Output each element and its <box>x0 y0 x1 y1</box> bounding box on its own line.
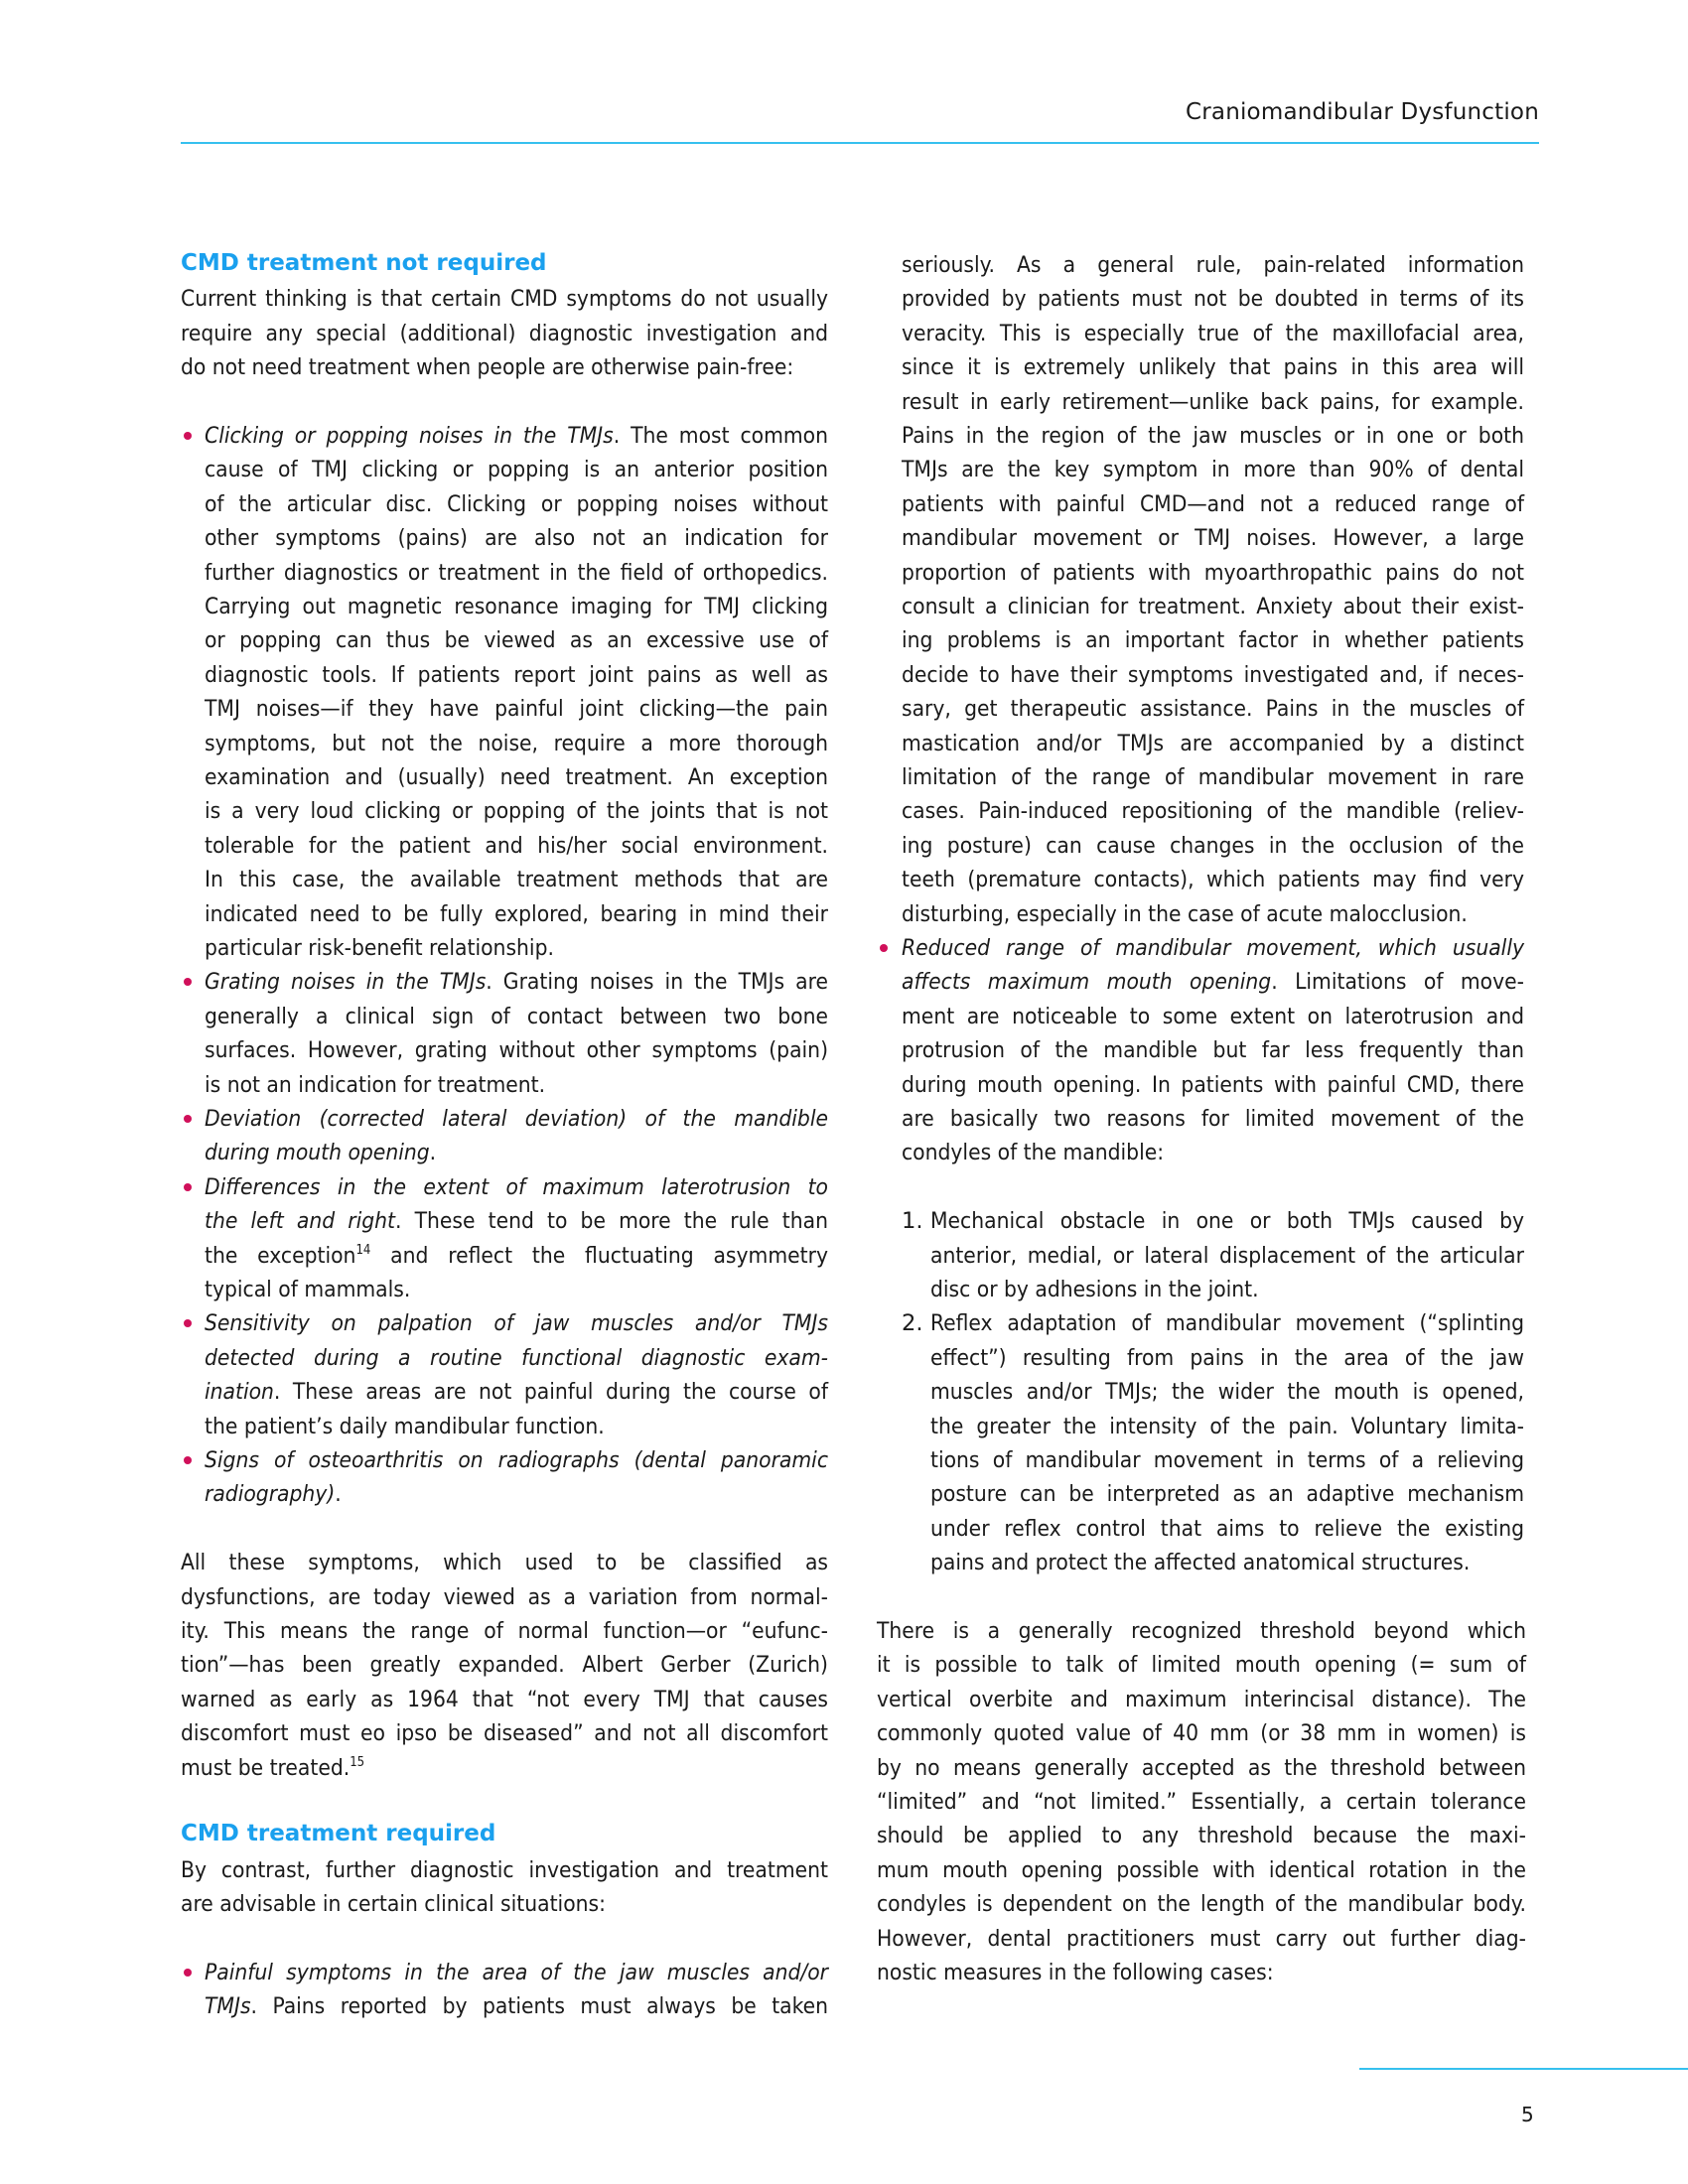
bullet-line <box>205 1991 828 2021</box>
summary-line <box>181 1582 828 1612</box>
bullet-line <box>205 1308 828 1338</box>
summary-line <box>181 1650 828 1680</box>
text-run: must be treated. <box>181 1754 351 1781</box>
text-run: Carrying out magnetic resonance imaging for TMJ clicking <box>205 594 828 619</box>
bullet-line <box>205 694 828 724</box>
italic-term: TMJs <box>205 1993 251 2020</box>
bullet-continuation-line <box>902 625 1524 655</box>
text-run: patients with painful CMD—and not a reduced range of <box>902 490 1524 517</box>
bullet-line <box>205 1479 828 1509</box>
text-run: should be applied to any threshold because the maxi- <box>877 1823 1526 1849</box>
numbered-item-line <box>930 1308 1524 1338</box>
bullet-continuation-line <box>902 729 1524 758</box>
text-run: provided by patients must not be doubted in terms of its <box>902 286 1524 313</box>
text-run: . These tend to be more the rule than <box>395 1208 828 1235</box>
summary-line <box>181 1718 828 1748</box>
bullet-line <box>205 1104 828 1134</box>
closing-paragraph-line <box>877 1685 1526 1714</box>
bullet-line <box>205 1958 828 1987</box>
text-run: ment are noticeable to some extent on laterotrusion and <box>902 1003 1524 1029</box>
bullet-line <box>205 1002 828 1031</box>
italic-term: Deviation (corrected lateral deviation) of the mandible <box>205 1106 828 1132</box>
header-rule <box>181 142 1539 144</box>
intro-line: are advisable in certain clinical situations: <box>181 1891 606 1918</box>
bullet-line <box>205 489 828 519</box>
text-run: discomfort must eo ipso be diseased” and not all discomfort <box>181 1720 828 1747</box>
text-run: sary, get therapeutic assistance. Pains in the muscles of <box>902 696 1524 723</box>
text-run: . Grating noises in the TMJs are <box>486 969 828 996</box>
text-run: . Limitations of move- <box>1271 969 1524 996</box>
bullet-continuation-line <box>902 899 1524 929</box>
text-run: warned as early as 1964 that “not every TMJ that causes <box>181 1686 828 1712</box>
text-run: muscles and/or TMJs; the wider the mouth is opened, <box>930 1379 1524 1406</box>
bullet-continuation-line <box>902 455 1524 484</box>
text-run: There is a generally recognized threshold beyond which <box>877 1618 1526 1644</box>
text-run: mastication and/or TMJs are accompanied by a distinct <box>902 730 1524 756</box>
text-run: . <box>335 1481 342 1508</box>
text-run: disc or by adhesions in the joint. <box>930 1277 1259 1302</box>
bullet-continuation-line <box>902 831 1524 861</box>
italic-term: Grating noises in the TMJs <box>205 969 487 996</box>
bullet-continuation-line <box>902 523 1524 553</box>
text-run: . The most common <box>613 423 829 449</box>
bullet-continuation-line <box>902 592 1524 621</box>
intro-line: do not need treatment when people are otherwise pain-free: <box>181 354 794 381</box>
text-run: particular risk-benefit relationship. <box>205 935 554 961</box>
running-head: Craniomandibular Dysfunction <box>1185 99 1539 125</box>
bullet-line <box>205 933 828 963</box>
footer-rule <box>1359 2068 1688 2070</box>
text-run: or popping can thus be viewed as an excessive use of <box>205 627 828 654</box>
text-run: disturbing, especially in the case of acute malocclusion. <box>902 900 1468 927</box>
text-run: since it is extremely unlikely that pains in this area will <box>902 354 1524 381</box>
text-run: further diagnostics or treatment in the field of orthopedics. <box>205 559 828 586</box>
bullet-continuation-line <box>902 319 1524 348</box>
text-run: “limited” and “not limited.” Essentially, a certain tolerance <box>877 1789 1526 1815</box>
bullet-line <box>205 1206 828 1236</box>
bullet-line <box>205 421 828 451</box>
italic-term: Clicking or popping noises in the TMJs <box>205 423 614 449</box>
bullet-icon <box>184 1456 192 1464</box>
italic-term: the left and right <box>205 1208 396 1235</box>
closing-paragraph-line <box>877 1958 1526 1987</box>
closing-paragraph-line <box>877 1718 1526 1748</box>
footnote-reference[interactable]: 14 <box>355 1242 371 1258</box>
bullet-line <box>205 762 828 792</box>
footnote-reference[interactable]: 15 <box>350 1754 365 1770</box>
text-run: Reflex adaptation of mandibular movement (“splinting <box>930 1310 1524 1337</box>
text-run: tions of mandibular movement in terms of a relieving <box>930 1447 1524 1473</box>
bullet-line <box>205 967 828 997</box>
italic-term: Reduced range of mandibular movement, which usually <box>902 935 1524 961</box>
bullet-line <box>205 1138 828 1167</box>
bullet-icon <box>184 1319 192 1327</box>
numbered-item-line <box>930 1479 1524 1509</box>
bullet-line <box>205 1241 828 1271</box>
numbered-item-line <box>930 1206 1524 1236</box>
bullet-continuation-line <box>902 796 1524 826</box>
text-run: . Pains reported by patients must always be taken <box>250 1993 828 2020</box>
bullet-line <box>205 1343 828 1373</box>
bullet-line <box>902 1104 1524 1134</box>
bullet-icon <box>184 432 192 440</box>
bullet-line <box>205 455 828 484</box>
text-run: proportion of patients with myoarthropathic pains do not <box>902 559 1524 586</box>
text-run: the greater the intensity of the pain. Voluntary limita- <box>930 1413 1524 1439</box>
bullet-continuation-line <box>902 558 1524 588</box>
bullet-line <box>902 1002 1524 1031</box>
section-heading-required: CMD treatment required <box>181 1821 496 1847</box>
bullet-line <box>205 625 828 655</box>
text-run: condyles is dependent on the length of the mandibular body. <box>877 1891 1526 1918</box>
closing-paragraph-line <box>877 1616 1526 1646</box>
bullet-continuation-line <box>902 352 1524 382</box>
summary-line <box>181 1685 828 1714</box>
italic-term: ination <box>205 1379 274 1406</box>
bullet-continuation-line <box>902 660 1524 690</box>
numbered-item-line <box>930 1548 1524 1577</box>
bullet-icon <box>184 1183 192 1191</box>
bullet-line <box>205 660 828 690</box>
bullet-continuation-line <box>902 250 1524 280</box>
text-run: tion”—has been greatly expanded. Albert Gerber (Zurich) <box>181 1652 828 1679</box>
bullet-line <box>205 1172 828 1202</box>
closing-paragraph-line <box>877 1821 1526 1850</box>
bullet-line <box>205 899 828 929</box>
text-run: mandibular movement or TMJ noises. However, a large <box>902 525 1524 552</box>
italic-term: affects maximum mouth opening <box>902 969 1272 996</box>
italic-term: Painful symptoms in the area of the jaw muscles and/or <box>205 1960 828 1985</box>
text-run: condyles of the mandible: <box>902 1140 1165 1166</box>
text-run: veracity. This is especially true of the maxillofacial area, <box>902 320 1524 346</box>
numbered-item-label: 2. <box>902 1310 923 1337</box>
closing-paragraph-line <box>877 1753 1526 1783</box>
italic-term: detected during a routine functional diagnostic exam- <box>205 1344 828 1371</box>
text-run: anterior, medial, or lateral displacement of the articular <box>930 1242 1524 1269</box>
text-run: consult a clinician for treatment. Anxiety about their exist- <box>902 594 1524 619</box>
summary-line <box>181 1548 828 1577</box>
text-run: seriously. As a general rule, pain-related information <box>902 252 1524 278</box>
text-run: surfaces. However, grating without other symptoms (pain) <box>205 1037 828 1064</box>
intro-line: Current thinking is that certain CMD symptoms do not usually <box>181 286 828 313</box>
text-run: are basically two reasons for limited movement of the <box>902 1106 1524 1132</box>
text-run: the exception <box>205 1242 356 1269</box>
bullet-continuation-line <box>902 762 1524 792</box>
bullet-icon <box>880 944 888 952</box>
bullet-line <box>205 558 828 588</box>
bullet-icon <box>184 1115 192 1123</box>
bullet-icon <box>184 978 192 986</box>
text-run: Pains in the region of the jaw muscles or in one or both <box>902 423 1524 449</box>
italic-term: Differences in the extent of maximum laterotrusion to <box>205 1173 828 1200</box>
text-run: other symptoms (pains) are also not an indication for <box>205 525 828 552</box>
text-run: of the articular disc. Clicking or popping noises without <box>205 490 828 517</box>
numbered-item-line <box>930 1275 1524 1304</box>
text-run: protrusion of the mandible but far less frequently than <box>902 1037 1524 1064</box>
intro-line: By contrast, further diagnostic investigation and treatment <box>181 1856 828 1883</box>
bullet-line <box>205 1377 828 1407</box>
closing-paragraph-line <box>877 1855 1526 1885</box>
text-run: commonly quoted value of 40 mm (or 38 mm in women) is <box>877 1720 1526 1747</box>
text-run: decide to have their symptoms investigated and, if neces- <box>902 661 1524 688</box>
text-run: it is possible to talk of limited mouth opening (= sum of <box>877 1652 1526 1679</box>
closing-paragraph-line <box>877 1924 1526 1954</box>
text-run: effect”) resulting from pains in the area of the jaw <box>930 1344 1524 1371</box>
page-number: 5 <box>1521 2103 1534 2126</box>
text-run: typical of mammals. <box>205 1277 411 1302</box>
text-run: pains and protect the affected anatomical structures. <box>930 1550 1471 1576</box>
text-run: cases. Pain-induced repositioning of the mandible (reliev- <box>902 798 1524 825</box>
bullet-line <box>205 865 828 894</box>
text-run: mum mouth opening possible with identical rotation in the <box>877 1856 1526 1883</box>
text-run: Mechanical obstacle in one or both TMJs caused by <box>930 1208 1524 1235</box>
text-run: However, dental practitioners must carry out further diag- <box>877 1925 1526 1952</box>
closing-paragraph-line <box>877 1787 1526 1817</box>
text-run: ity. This means the range of normal function—or “eufunc- <box>181 1618 828 1644</box>
numbered-item-line <box>930 1377 1524 1407</box>
italic-term: during mouth opening <box>205 1140 430 1166</box>
numbered-item-label: 1. <box>902 1208 923 1235</box>
text-run: ing posture) can cause changes in the occlusion of the <box>902 832 1524 859</box>
text-run: examination and (usually) need treatment. An exception <box>205 764 828 790</box>
intro-line: require any special (additional) diagnostic investigation and <box>181 320 828 346</box>
text-run: is a very loud clicking or popping of the joints that is not <box>205 798 828 825</box>
text-run: by no means generally accepted as the threshold between <box>877 1754 1526 1781</box>
bullet-line <box>205 592 828 621</box>
numbered-item-line <box>930 1445 1524 1475</box>
numbered-item-line <box>930 1241 1524 1271</box>
bullet-line <box>205 1445 828 1475</box>
italic-term: radiography) <box>205 1481 336 1508</box>
text-run: result in early retirement—unlike back pains, for example. <box>902 388 1524 415</box>
bullet-line <box>902 1138 1524 1167</box>
text-run: indicated need to be fully explored, bearing in mind their <box>205 900 828 927</box>
closing-paragraph-line <box>877 1889 1526 1919</box>
bullet-line <box>205 1412 828 1441</box>
text-run: posture can be interpreted as an adaptive mechanism <box>930 1481 1524 1508</box>
bullet-line <box>205 523 828 553</box>
text-run: and reflect the fluctuating asymmetry <box>370 1242 828 1269</box>
text-run: vertical overbite and maximum interincisal distance). The <box>877 1686 1526 1712</box>
numbered-item-line <box>930 1514 1524 1544</box>
text-run: . <box>429 1140 437 1166</box>
italic-term: Signs of osteoarthritis on radiographs (dental panoramic <box>205 1447 828 1473</box>
text-run: symptoms, but not the noise, require a more thorough <box>205 730 828 756</box>
text-run: cause of TMJ clicking or popping is an anterior position <box>205 457 828 483</box>
text-run: under reflex control that aims to relieve the existing <box>930 1515 1524 1542</box>
text-run: In this case, the available treatment methods that are <box>205 867 828 893</box>
summary-line <box>181 1616 828 1646</box>
bullet-continuation-line <box>902 694 1524 724</box>
bullet-line <box>205 1035 828 1065</box>
closing-paragraph-line <box>877 1650 1526 1680</box>
bullet-line <box>902 933 1524 963</box>
text-run: during mouth opening. In patients with painful CMD, there <box>902 1071 1524 1098</box>
bullet-continuation-line <box>902 421 1524 451</box>
text-run: TMJ noises—if they have painful joint clicking—the pain <box>205 696 828 723</box>
text-run: teeth (premature contacts), which patients may find very <box>902 867 1524 893</box>
bullet-continuation-line <box>902 865 1524 894</box>
bullet-line <box>902 1070 1524 1100</box>
bullet-line <box>205 1070 828 1100</box>
text-run: nostic measures in the following cases: <box>877 1960 1274 1985</box>
bullet-continuation-line <box>902 489 1524 519</box>
text-run: . These areas are not painful during the course of <box>273 1379 828 1406</box>
text-run: All these symptoms, which used to be classified as <box>181 1550 828 1576</box>
bullet-icon <box>184 1969 192 1977</box>
numbered-item-line <box>930 1412 1524 1441</box>
summary-line <box>181 1753 828 1783</box>
italic-term: Sensitivity on palpation of jaw muscles and/or TMJs <box>205 1310 828 1337</box>
text-run: the patient’s daily mandibular function. <box>205 1413 605 1439</box>
bullet-line <box>902 1035 1524 1065</box>
text-run: diagnostic tools. If patients report joint pains as well as <box>205 661 828 688</box>
bullet-line <box>205 831 828 861</box>
bullet-line <box>205 796 828 826</box>
text-run: is not an indication for treatment. <box>205 1071 546 1098</box>
bullet-continuation-line <box>902 387 1524 417</box>
text-run: ing problems is an important factor in whether patients <box>902 627 1524 654</box>
text-run: limitation of the range of mandibular movement in rare <box>902 764 1524 790</box>
text-run: dysfunctions, are today viewed as a variation from normal- <box>181 1583 828 1610</box>
section-heading-not-required: CMD treatment not required <box>181 250 547 276</box>
numbered-item-line <box>930 1343 1524 1373</box>
text-run: TMJs are the key symptom in more than 90% of dental <box>902 457 1524 483</box>
bullet-continuation-line <box>902 284 1524 314</box>
bullet-line <box>205 729 828 758</box>
bullet-line <box>205 1275 828 1304</box>
text-run: tolerable for the patient and his/her social environment. <box>205 832 828 859</box>
text-run: generally a clinical sign of contact between two bone <box>205 1003 828 1029</box>
bullet-line <box>902 967 1524 997</box>
